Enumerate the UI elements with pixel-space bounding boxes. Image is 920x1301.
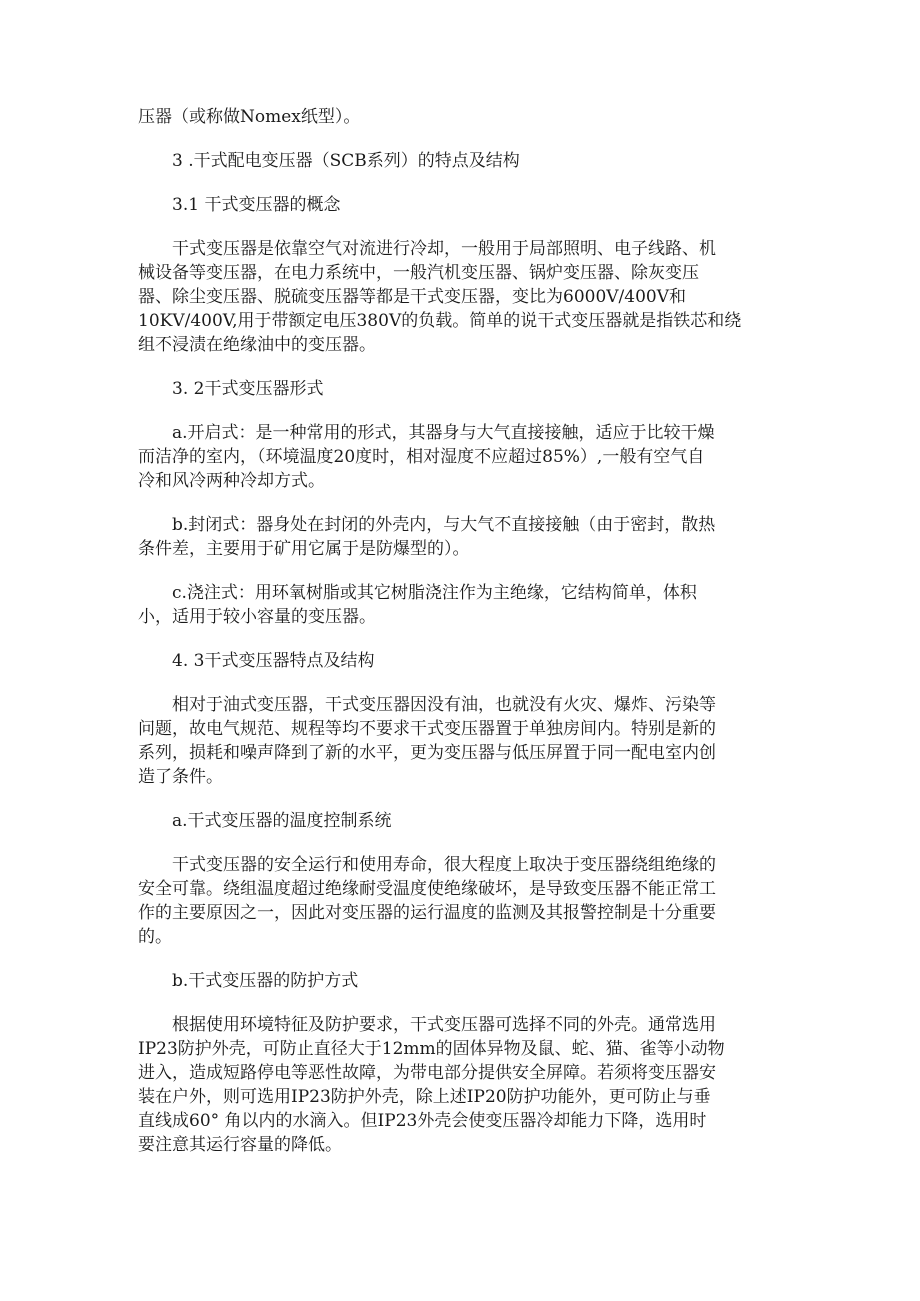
text-line: 器、除尘变压器、脱硫变压器等都是干式变压器，变比为6000V/400V和 xyxy=(138,287,686,307)
paragraph-cast-type xyxy=(138,581,778,629)
heading-text: 3. 2干式变压器形式 xyxy=(172,379,324,399)
text-line: 直线成60° 角以内的水滴入。但IP23外壳会使变压器冷却能力下降，选用时 xyxy=(138,1111,707,1131)
heading-text: 4. 3干式变压器特点及结构 xyxy=(172,651,375,671)
heading-text: b.干式变压器的防护方式 xyxy=(172,971,359,991)
text-line: 造了条件。 xyxy=(138,767,223,787)
text-line: 进入，造成短路停电等恶性故障，为带电部分提供安全屏障。若须将变压器安 xyxy=(138,1063,716,1083)
text-line: 根据使用环境特征及防护要求，干式变压器可选择不同的外壳。通常选用 xyxy=(172,1015,716,1035)
item-heading-temperature-control xyxy=(138,809,778,833)
paragraph-continuation xyxy=(138,105,778,129)
text-line: 的。 xyxy=(138,927,172,947)
text-line: 作的主要原因之一，因此对变压器的运行温度的监测及其报警控制是十分重要 xyxy=(138,903,716,923)
subsection-heading-4-3 xyxy=(138,649,778,673)
text-line: 组不浸渍在绝缘油中的变压器。 xyxy=(138,335,376,355)
text-line: IP23防护外壳，可防止直径大于12mm的固体异物及鼠、蛇、猫、雀等小动物 xyxy=(138,1039,725,1059)
paragraph-enclosed-type xyxy=(138,513,778,561)
section-heading-3 xyxy=(138,149,778,173)
text-line: 系列，损耗和噪声降到了新的水平，更为变压器与低压屏置于同一配电室内创 xyxy=(138,743,716,763)
text-line: c.浇注式：用环氧树脂或其它树脂浇注作为主绝缘，它结构简单，体积 xyxy=(172,583,697,603)
subsection-heading-3-1 xyxy=(138,193,778,217)
heading-text: 3 .干式配电变压器（SCB系列）的特点及结构 xyxy=(172,151,520,171)
item-heading-protection xyxy=(138,969,778,993)
text-line: 装在户外，则可选用IP23防护外壳，除上述IP20防护功能外，更可防止与垂 xyxy=(138,1087,711,1107)
heading-text: 3.1 干式变压器的概念 xyxy=(172,195,341,215)
text-line: a.开启式：是一种常用的形式，其器身与大气直接接触，适应于比较干燥 xyxy=(172,423,715,443)
text-line: 干式变压器的安全运行和使用寿命，很大程度上取决于变压器绕组绝缘的 xyxy=(172,855,716,875)
paragraph-features xyxy=(138,693,778,789)
text-line: 要注意其运行容量的降低。 xyxy=(138,1135,342,1155)
text-line: 问题，故电气规范、规程等均不要求干式变压器置于单独房间内。特别是新的 xyxy=(138,719,716,739)
heading-text: a.干式变压器的温度控制系统 xyxy=(172,811,392,831)
text-line: b.封闭式：器身处在封闭的外壳内，与大气不直接接触（由于密封，散热 xyxy=(172,515,716,535)
text-line: 而洁净的室内，（环境温度20度时，相对湿度不应超过85%）,一般有空气自 xyxy=(138,447,705,467)
text-line: 械设备等变压器，在电力系统中，一般汽机变压器、锅炉变压器、除灰变压 xyxy=(138,263,699,283)
text-line: 冷和风冷两种冷却方式。 xyxy=(138,471,325,491)
text-line: 安全可靠。绕组温度超过绝缘耐受温度使绝缘破坏，是导致变压器不能正常工 xyxy=(138,879,716,899)
text-line: 压器（或称做Nomex纸型）。 xyxy=(138,107,361,127)
text-line: 小，适用于较小容量的变压器。 xyxy=(138,607,376,627)
document-page xyxy=(138,105,778,1157)
text-line: 10KV/400V,用于带额定电压380V的负载。简单的说干式变压器就是指铁芯和绕 xyxy=(138,311,742,331)
paragraph-open-type xyxy=(138,421,778,493)
text-line: 干式变压器是依靠空气对流进行冷却，一般用于局部照明、电子线路、机 xyxy=(172,239,716,259)
text-line: 条件差，主要用于矿用它属于是防爆型的）。 xyxy=(138,539,470,559)
paragraph-protection xyxy=(138,1013,778,1157)
text-line: 相对于油式变压器，干式变压器因没有油，也就没有火灾、爆炸、污染等 xyxy=(172,695,716,715)
paragraph-concept xyxy=(138,237,778,357)
subsection-heading-3-2 xyxy=(138,377,778,401)
paragraph-temperature-control xyxy=(138,853,778,949)
